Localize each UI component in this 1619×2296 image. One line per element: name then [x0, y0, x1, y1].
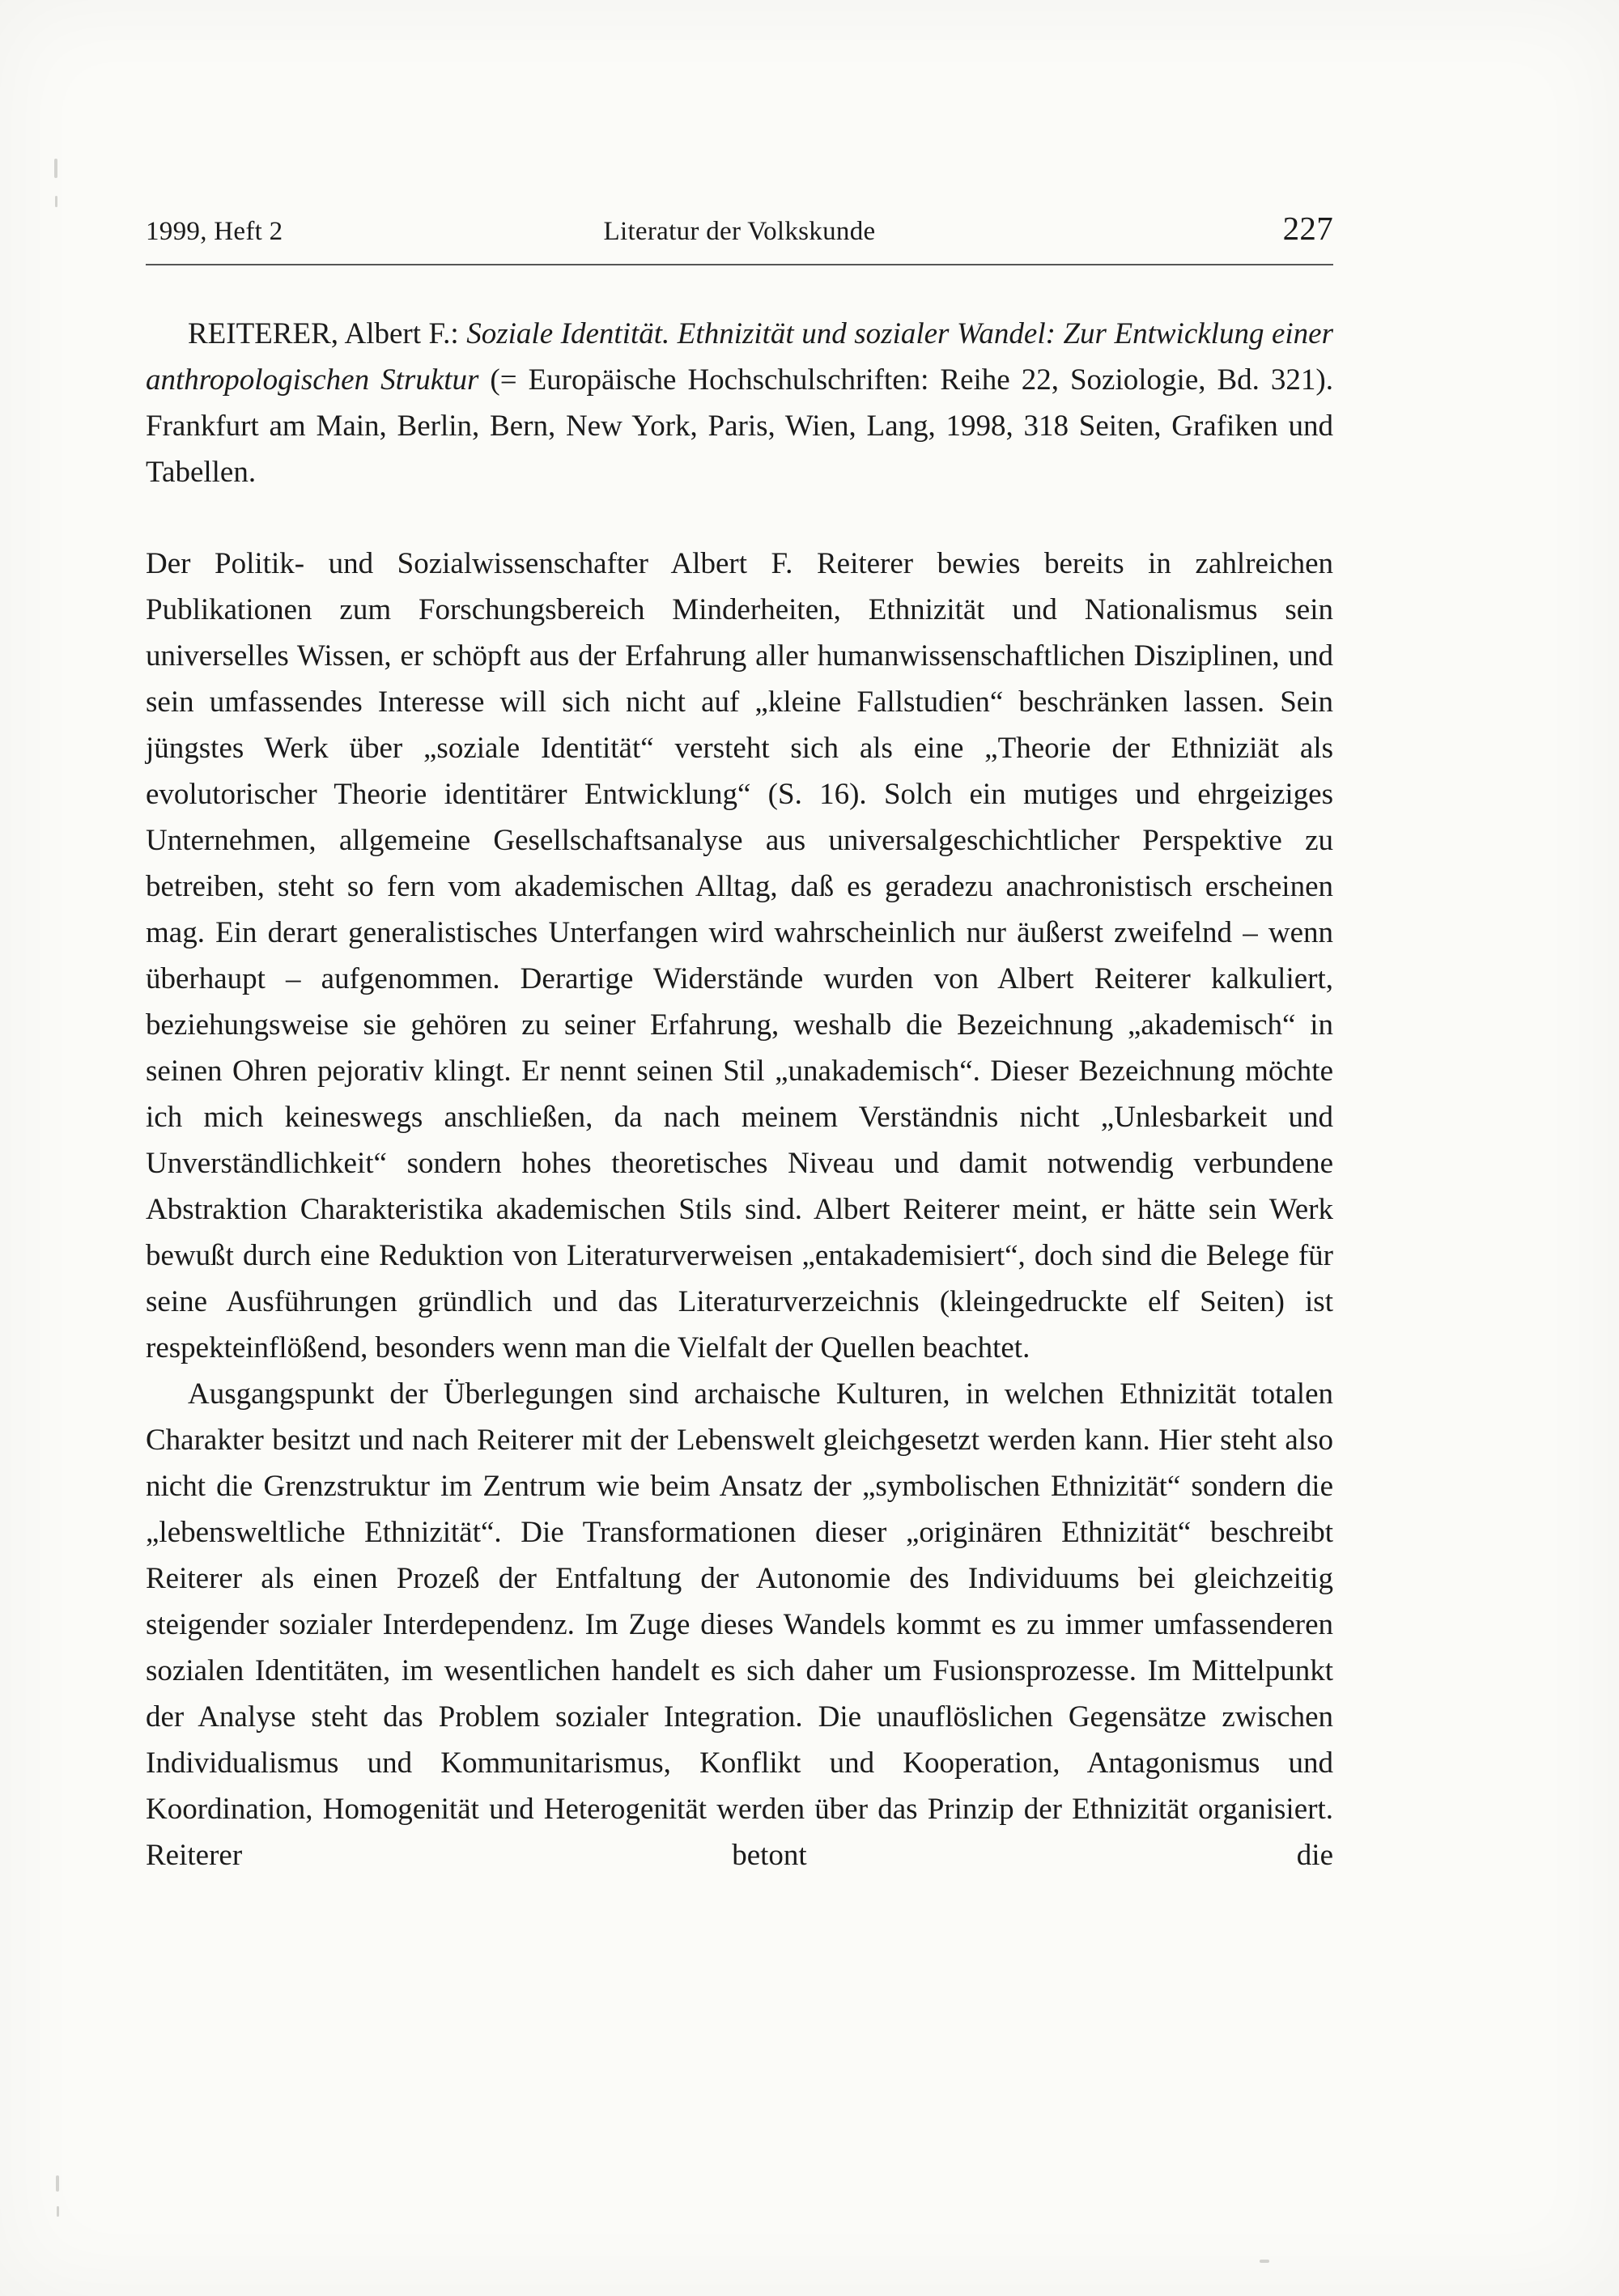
- review-body: [146, 311, 1333, 1878]
- scan-artifact: [54, 159, 57, 178]
- review-paragraph: Der Politik- und Sozialwissenschafter Albert F. Reiterer bewies bereits in zahlreichen Publikationen zum Forschungsbereich Minderheiten, Ethnizität und Nationalismus sein universelles Wissen, er schöpft aus der Erfahrung aller humanwissenschaftlichen Disziplinen, und sein umfassendes Interesse will sich nicht auf „kleine Fallstudien“ beschränken lassen. Sein jüngstes Werk über „soziale Identität“ versteht sich als eine „Theorie der Ethniziät als evolutorischer Theorie identitärer Entwicklung“ (S. 16). Solch ein mutiges und ehrgeiziges Unternehmen, allgemeine Gesellschaftsanalyse aus universalgeschichtlicher Perspektive zu betreiben, steht so fern vom akademischen Alltag, daß es geradezu anachronistisch erscheinen mag. Ein derart generalistisches Unterfangen wird wahrscheinlich nur äußerst zweifelnd – wenn überhaupt – aufgenommen. Derartige Widerstände wurden von Albert Reiterer kalkuliert, beziehungsweise sie gehören zu seiner Erfahrung, weshalb die Bezeichnung „akademisch“ in seinen Ohren pejorativ klingt. Er nennt seinen Stil „unakademisch“. Dieser Bezeichnung möchte ich mich keineswegs anschließen, da nach meinem Verständnis nicht „Unlesbarkeit und Unverständlichkeit“ sondern hohes theoretisches Niveau und damit notwendig verbundene Abstraktion Charakteristika akademischen Stils sind. Albert Reiterer meint, er hätte sein Werk bewußt durch eine Reduktion von Literaturverweisen „entakademisiert“, doch sind die Belege für seine Ausführungen gründlich und das Literaturverzeichnis (kleingedruckte elf Seiten) ist respekteinflößend, besonders wenn man die Vielfalt der Quellen beachtet.: [146, 547, 1333, 1364]
- text-block: [146, 0, 1333, 1878]
- citation-author: REITERER, Albert F.:: [188, 317, 467, 350]
- scan-artifact: [1260, 2260, 1269, 2263]
- citation-paragraph: [146, 311, 1333, 495]
- scan-artifact: [55, 196, 57, 207]
- running-header: [146, 209, 1333, 248]
- scan-artifact: [57, 2206, 59, 2217]
- page-number: 227: [1282, 210, 1333, 247]
- header-rule: [146, 264, 1333, 265]
- scan-artifact: [56, 2175, 59, 2192]
- citation-publication-info: (= Europäische Hochschulschriften: Reihe 22, Soziologie, Bd. 321). Frankfurt am Main, Berlin, Bern, New York, Paris, Wien, Lang, 1998, 318 Seiten, Grafiken und Tabellen.: [146, 363, 1333, 489]
- citation-book-title: Soziale Identität. Ethnizität und sozialer Wandel: Zur Entwicklung einer anthropologischen Struktur: [146, 317, 1334, 397]
- journal-issue: 1999, Heft 2: [146, 217, 283, 246]
- journal-section-title: Literatur der Volkskunde: [603, 217, 876, 246]
- review-paragraph: Ausgangspunkt der Überlegungen sind archaische Kulturen, in welchen Ethnizität totalen Charakter besitzt und nach Reiterer mit der Lebenswelt gleichgesetzt werden kann. Hier steht also nicht die Grenzstruktur im Zentrum wie beim Ansatz der „symbolischen Ethnizität“ sondern die „lebensweltliche Ethnizität“. Die Transformationen dieser „originären Ethnizität“ beschreibt Reiterer als einen Prozeß der Entfaltung der Autonomie des Individuums bei gleichzeitig steigender sozialer Interdependenz. Im Zuge dieses Wandels kommt es zu immer umfassenderen sozialen Identitäten, im wesentlichen handelt es sich daher um Fusionsprozesse. Im Mittelpunkt der Analyse steht das Problem sozialer Integration. Die unauflöslichen Gegensätze zwischen Individualismus und Kommunitarismus, Konflikt und Kooperation, Antagonismus und Koordination, Homogenität und Heterogenität werden über das Prinzip der Ethnizität organisiert. Reiterer betont die: [146, 1377, 1333, 1872]
